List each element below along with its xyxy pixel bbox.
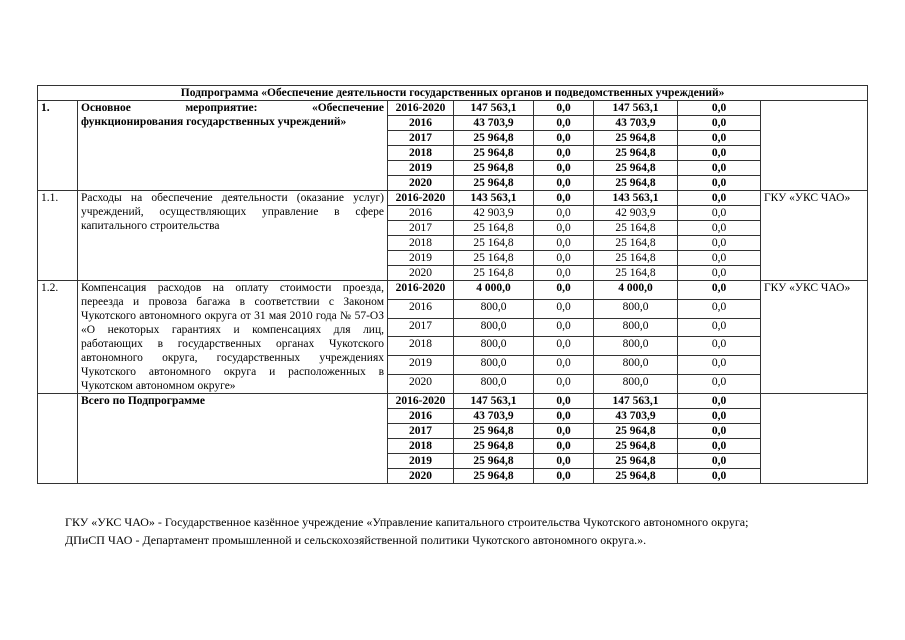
cell-v4: 0,0 — [678, 131, 761, 146]
cell-v4: 0,0 — [678, 375, 761, 394]
table-row — [38, 191, 868, 206]
cell-v1: 800,0 — [454, 337, 534, 356]
cell-v2: 0,0 — [534, 318, 594, 337]
cell-v3: 25 964,8 — [594, 161, 678, 176]
table-row — [38, 101, 868, 116]
cell-v2: 0,0 — [534, 176, 594, 191]
cell-v4: 0,0 — [678, 454, 761, 469]
total-label: Всего по Подпрограмме — [78, 394, 388, 484]
cell-v4: 0,0 — [678, 409, 761, 424]
cell-v4: 0,0 — [678, 146, 761, 161]
cell-v3: 25 164,8 — [594, 251, 678, 266]
cell-v1: 43 703,9 — [454, 409, 534, 424]
cell-v1: 25 964,8 — [454, 161, 534, 176]
cell-v2: 0,0 — [534, 146, 594, 161]
cell-year: 2019 — [388, 356, 454, 375]
total-row — [38, 394, 868, 409]
cell-year: 2020 — [388, 375, 454, 394]
cell-year: 2019 — [388, 251, 454, 266]
cell-v2: 0,0 — [534, 101, 594, 116]
item-number: 1. — [38, 101, 78, 191]
cell-v2: 0,0 — [534, 191, 594, 206]
total-responsible-cell — [761, 394, 868, 484]
cell-year: 2016 — [388, 116, 454, 131]
cell-v4: 0,0 — [678, 318, 761, 337]
cell-v3: 43 703,9 — [594, 409, 678, 424]
cell-v1: 25 164,8 — [454, 236, 534, 251]
cell-year: 2016-2020 — [388, 101, 454, 116]
footnote-line: ГКУ «УКС ЧАО» - Государственное казённое учреждение «Управление капитального строительства Чукотского автономного округа; — [65, 515, 749, 529]
cell-v4: 0,0 — [678, 439, 761, 454]
cell-v2: 0,0 — [534, 161, 594, 176]
cell-v3: 42 903,9 — [594, 206, 678, 221]
cell-v3: 25 964,8 — [594, 454, 678, 469]
cell-year: 2019 — [388, 161, 454, 176]
total-number-cell — [38, 394, 78, 484]
cell-year: 2016 — [388, 206, 454, 221]
cell-year: 2018 — [388, 146, 454, 161]
cell-v1: 25 964,8 — [454, 176, 534, 191]
cell-v3: 25 164,8 — [594, 266, 678, 281]
cell-v2: 0,0 — [534, 454, 594, 469]
cell-v4: 0,0 — [678, 176, 761, 191]
responsible-executor: ГКУ «УКС ЧАО» — [761, 281, 868, 394]
cell-year: 2019 — [388, 454, 454, 469]
cell-v4: 0,0 — [678, 337, 761, 356]
cell-v1: 800,0 — [454, 299, 534, 318]
cell-v1: 800,0 — [454, 356, 534, 375]
cell-v4: 0,0 — [678, 424, 761, 439]
cell-v2: 0,0 — [534, 236, 594, 251]
cell-v2: 0,0 — [534, 394, 594, 409]
cell-v4: 0,0 — [678, 469, 761, 484]
cell-v1: 25 164,8 — [454, 251, 534, 266]
cell-v4: 0,0 — [678, 236, 761, 251]
cell-v3: 25 964,8 — [594, 146, 678, 161]
cell-v4: 0,0 — [678, 281, 761, 300]
cell-v2: 0,0 — [534, 251, 594, 266]
cell-v1: 25 964,8 — [454, 131, 534, 146]
responsible-executor — [761, 101, 868, 191]
cell-v2: 0,0 — [534, 266, 594, 281]
cell-v2: 0,0 — [534, 116, 594, 131]
cell-year: 2016-2020 — [388, 281, 454, 300]
cell-year: 2020 — [388, 469, 454, 484]
cell-v4: 0,0 — [678, 116, 761, 131]
cell-v3: 25 164,8 — [594, 236, 678, 251]
cell-v1: 25 964,8 — [454, 469, 534, 484]
item-description: Основное мероприятие: «Обеспечение функционирования государственных учреждений» — [78, 101, 388, 191]
responsible-executor: ГКУ «УКС ЧАО» — [761, 191, 868, 281]
cell-v3: 800,0 — [594, 337, 678, 356]
cell-v4: 0,0 — [678, 161, 761, 176]
cell-v3: 25 964,8 — [594, 176, 678, 191]
cell-year: 2017 — [388, 424, 454, 439]
cell-v1: 25 964,8 — [454, 439, 534, 454]
cell-year: 2017 — [388, 318, 454, 337]
footnote-line: ДПиСП ЧАО - Департамент промышленной и сельскохозяйственной политики Чукотского автономного округа.». — [65, 533, 647, 547]
cell-year: 2016 — [388, 409, 454, 424]
cell-v1: 25 964,8 — [454, 146, 534, 161]
cell-v3: 147 563,1 — [594, 394, 678, 409]
cell-v4: 0,0 — [678, 356, 761, 375]
cell-v3: 800,0 — [594, 356, 678, 375]
cell-v4: 0,0 — [678, 221, 761, 236]
cell-v1: 42 903,9 — [454, 206, 534, 221]
cell-v4: 0,0 — [678, 299, 761, 318]
cell-v3: 147 563,1 — [594, 101, 678, 116]
cell-v3: 43 703,9 — [594, 116, 678, 131]
cell-v2: 0,0 — [534, 221, 594, 236]
table-title: Подпрограмма «Обеспечение деятельности государственных органов и подведомственных учреждений» — [38, 86, 868, 101]
cell-v3: 800,0 — [594, 318, 678, 337]
cell-v2: 0,0 — [534, 131, 594, 146]
cell-v2: 0,0 — [534, 409, 594, 424]
cell-v1: 147 563,1 — [454, 394, 534, 409]
cell-year: 2016-2020 — [388, 191, 454, 206]
cell-v3: 800,0 — [594, 375, 678, 394]
cell-v1: 800,0 — [454, 375, 534, 394]
cell-year: 2020 — [388, 266, 454, 281]
cell-year: 2018 — [388, 439, 454, 454]
cell-v1: 25 964,8 — [454, 424, 534, 439]
item-description: Расходы на обеспечение деятельности (оказание услуг) учреждений, осуществляющих управление в сфере капитального строительства — [78, 191, 388, 281]
cell-v2: 0,0 — [534, 439, 594, 454]
cell-year: 2018 — [388, 236, 454, 251]
cell-v1: 25 164,8 — [454, 266, 534, 281]
item-number: 1.1. — [38, 191, 78, 281]
item-number: 1.2. — [38, 281, 78, 394]
cell-v1: 800,0 — [454, 318, 534, 337]
cell-v1: 25 164,8 — [454, 221, 534, 236]
cell-v3: 25 964,8 — [594, 131, 678, 146]
cell-v4: 0,0 — [678, 251, 761, 266]
cell-v4: 0,0 — [678, 394, 761, 409]
cell-v1: 147 563,1 — [454, 101, 534, 116]
cell-v4: 0,0 — [678, 206, 761, 221]
cell-v2: 0,0 — [534, 424, 594, 439]
cell-v4: 0,0 — [678, 191, 761, 206]
cell-v1: 4 000,0 — [454, 281, 534, 300]
cell-year: 2017 — [388, 131, 454, 146]
cell-v2: 0,0 — [534, 469, 594, 484]
table-row — [38, 281, 868, 300]
cell-v3: 25 964,8 — [594, 439, 678, 454]
item-description: Компенсация расходов на оплату стоимости проезда, переезда и провоза багажа в соответствии с Законом Чукотского автономного округа от 31 мая 2010 года № 57-ОЗ «О некоторых гарантиях и компенсациях для лиц, работающих в государственных органах Чукотского автономного округа, государственных учреждениях Чукотского автономного округа и расположенных в Чукотском автономном округе» — [78, 281, 388, 394]
table-title-row — [38, 86, 868, 101]
cell-v1: 143 563,1 — [454, 191, 534, 206]
cell-v2: 0,0 — [534, 356, 594, 375]
cell-v4: 0,0 — [678, 266, 761, 281]
cell-v3: 4 000,0 — [594, 281, 678, 300]
cell-v3: 800,0 — [594, 299, 678, 318]
cell-year: 2018 — [388, 337, 454, 356]
cell-v1: 25 964,8 — [454, 454, 534, 469]
cell-v3: 25 964,8 — [594, 469, 678, 484]
cell-v2: 0,0 — [534, 375, 594, 394]
cell-year: 2016-2020 — [388, 394, 454, 409]
cell-v3: 143 563,1 — [594, 191, 678, 206]
cell-v1: 43 703,9 — [454, 116, 534, 131]
footnotes — [65, 513, 865, 549]
cell-year: 2016 — [388, 299, 454, 318]
cell-v3: 25 164,8 — [594, 221, 678, 236]
cell-v3: 25 964,8 — [594, 424, 678, 439]
subprogram-table — [37, 85, 868, 484]
cell-v2: 0,0 — [534, 337, 594, 356]
cell-v2: 0,0 — [534, 299, 594, 318]
cell-year: 2017 — [388, 221, 454, 236]
cell-year: 2020 — [388, 176, 454, 191]
cell-v2: 0,0 — [534, 281, 594, 300]
cell-v4: 0,0 — [678, 101, 761, 116]
cell-v2: 0,0 — [534, 206, 594, 221]
